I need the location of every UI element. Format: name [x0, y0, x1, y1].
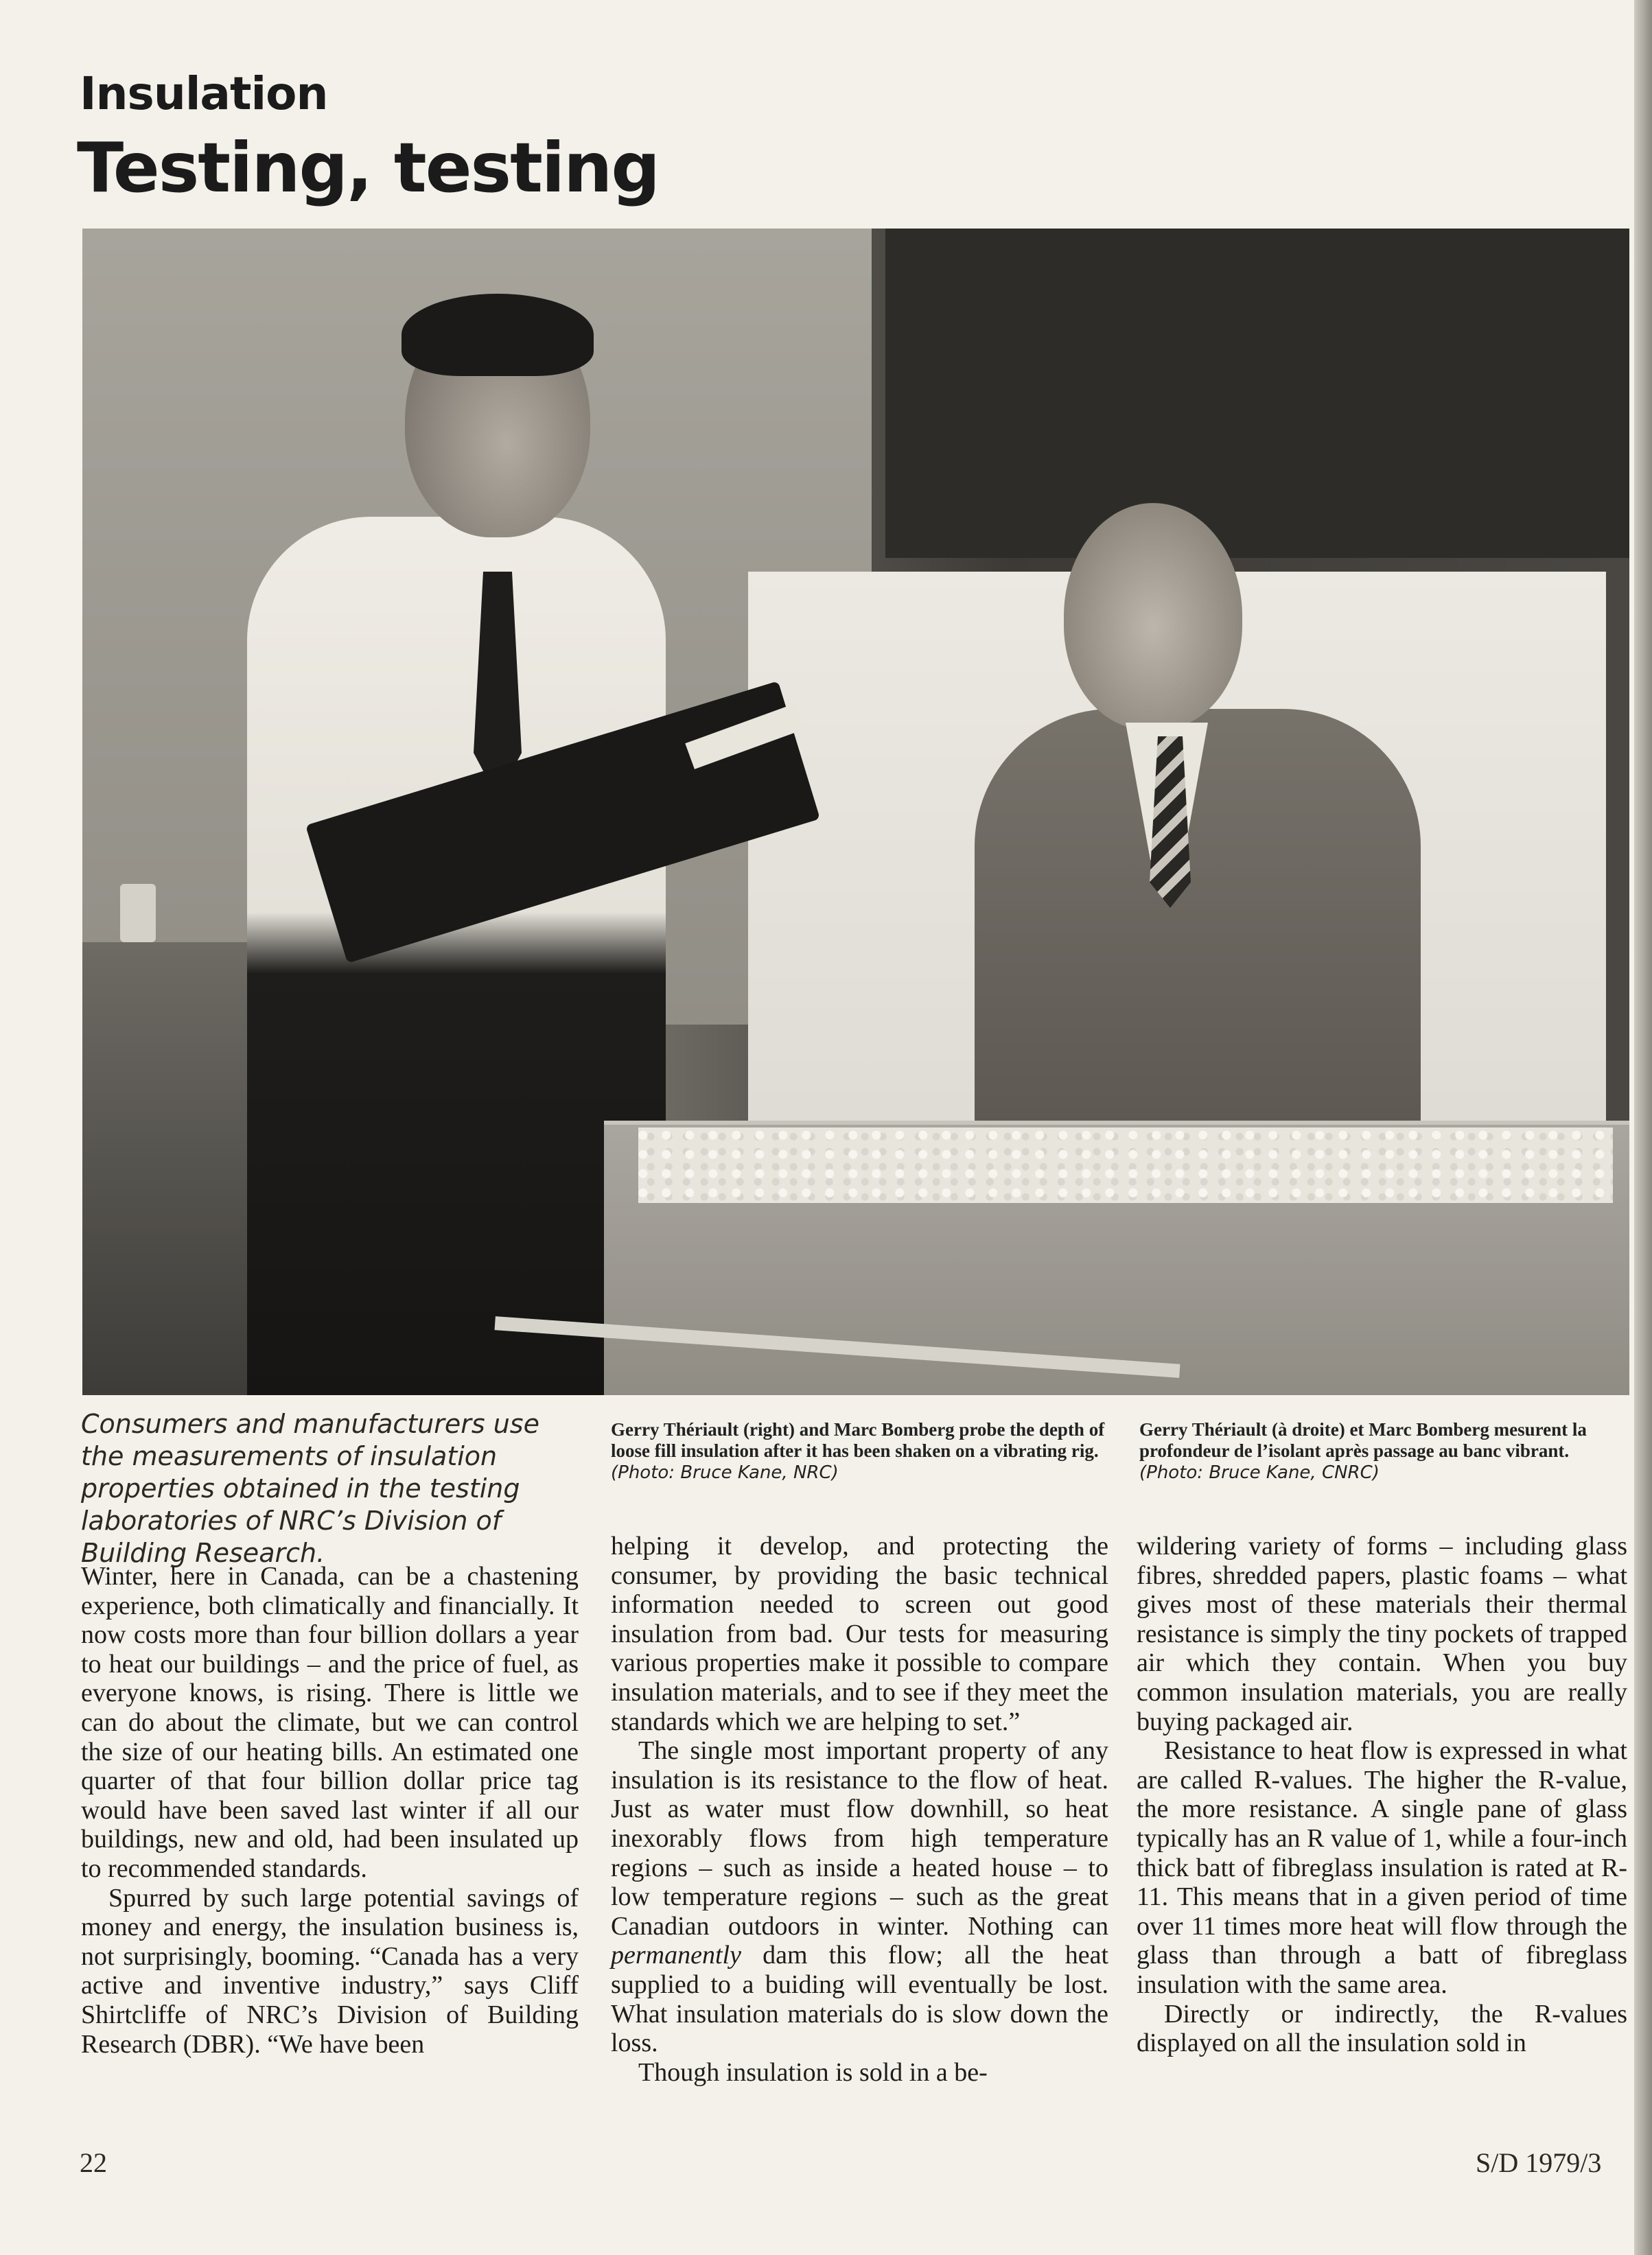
body-column-2	[611, 1532, 1108, 2087]
issue-label: S/D 1979/3	[1476, 2147, 1602, 2178]
photo-dark-background	[885, 229, 1629, 558]
body-emphasis: permanently	[611, 1941, 741, 1970]
body-column-1	[81, 1562, 579, 2059]
caption-french-text: Gerry Thériault (à droite) et Marc Bomberg mesurent la profondeur de l’isolant après passage au banc vibrant.	[1139, 1419, 1587, 1461]
body-paragraph: Resistance to heat flow is expressed in what are called R-values. The higher the R-value, the more resistance. A single pane of glass typically has an R value of 1, while a four-inch thick batt of fibreglass insulation is rated at R-11. This means that in a given period of time over 11 times more heat will flow through the glass than through a batt of fibreglass insulation with the same area.	[1137, 1736, 1627, 1999]
article-photo	[82, 229, 1629, 1395]
photo-caption-english	[611, 1419, 1108, 1484]
section-label: Insulation	[80, 67, 328, 120]
body-paragraph: Though insulation is sold in a be-	[638, 2057, 988, 2087]
photo-cup	[120, 884, 156, 942]
body-text: dam this flow; all the heat supplied to a buiding will eventually be lost. What insulation materials do is slow down the loss.	[611, 1941, 1109, 2058]
article-title: Testing, testing	[77, 128, 659, 208]
body-text: The single most important property of any insulation is its resistance to the flow of heat. Just as water must flow downhill, so heat inexorably flows from high temperature regions – such as inside a heated house – to low temperature regions – such as the great Canadian outdoors in winter. Nothing can	[611, 1736, 1108, 1941]
photo-man-with-notebook-hair	[402, 294, 594, 376]
photo-caption-italic: Consumers and manufacturers use the measurements of insulation properties obtained in the testing laboratories of NRC’s Division of Building Research.	[81, 1409, 539, 1568]
photo-man-with-notebook	[247, 517, 666, 1395]
body-paragraph: helping it develop, and protecting the consumer, by providing the basic technical information needed to screen out good insulation from bad. Our tests for measuring various properties make it possible to compare insulation materials, and to see if they meet the standards which we are helping to set.”	[611, 1532, 1108, 1736]
caption-english-text: Gerry Thériault (right) and Marc Bomberg probe the depth of loose fill insulation after it has been shaken on a vibrating rig.	[611, 1419, 1105, 1461]
body-column-3	[1137, 1532, 1627, 2058]
caption-english-credit: (Photo: Bruce Kane, NRC)	[611, 1462, 839, 1483]
page-edge-shadow	[1634, 0, 1652, 2255]
body-paragraph: wildering variety of forms – including glass fibres, shredded papers, plastic foams – what gives most of these materials their thermal resistance is simply the tiny pockets of trapped air which they contain. When you buy common insulation materials, you are really buying packaged air.	[1137, 1532, 1627, 1736]
photo-loose-fill-insulation	[638, 1128, 1613, 1203]
body-paragraph	[611, 1736, 1108, 2058]
photo-man-probing-insulation-head	[1064, 503, 1242, 729]
body-paragraph: Directly or indirectly, the R-values displayed on all the insulation sold in	[1137, 1999, 1627, 2058]
photo-caption-french	[1139, 1419, 1623, 1484]
caption-french-credit: (Photo: Bruce Kane, CNRC)	[1139, 1462, 1380, 1483]
page-number: 22	[80, 2147, 107, 2178]
body-paragraph: Spurred by such large potential savings of money and energy, the insulation business is, not surprisingly, booming. “Canada has a very active and inventive industry,” says Cliff Shirtcliffe of NRC’s Division of Building Research (DBR). “We have been	[81, 1883, 579, 2059]
body-paragraph: Winter, here in Canada, can be a chastening experience, both climatically and financially. It now costs more than four billion dollars a year to heat our buildings – and the price of fuel, as everyone knows, is rising. There is little we can do about the climate, but we can control the size of our heating bills. An estimated one quarter of that four billion dollar price tag would have been saved last winter if all our buildings, new and old, had been insulated up to recommended standards.	[81, 1562, 579, 1883]
